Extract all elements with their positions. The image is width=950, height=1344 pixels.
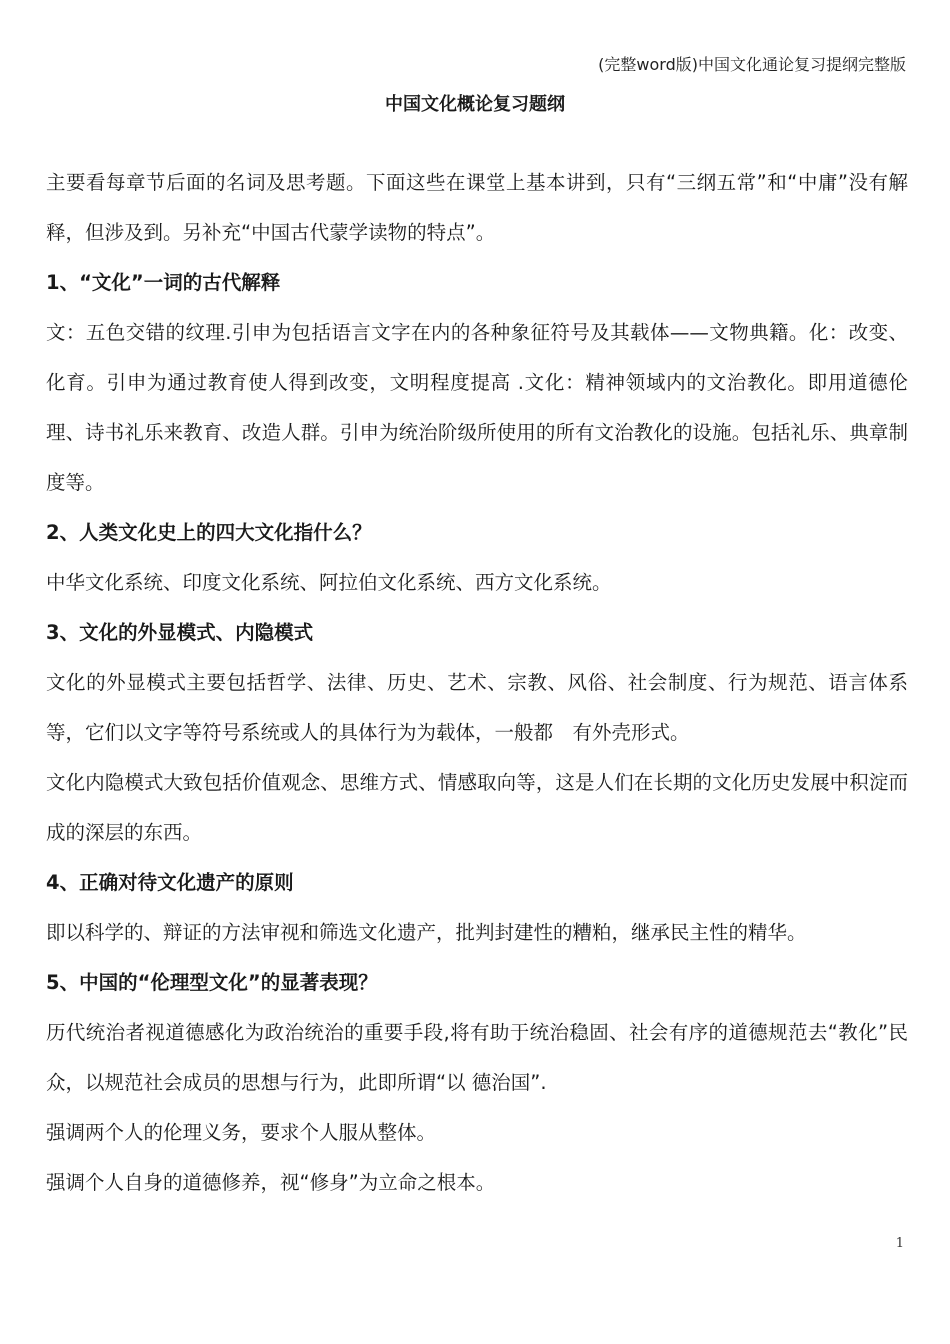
section-paragraph: 强调个人自身的道德修养，视“修身”为立命之根本。 [46,1171,496,1194]
section-paragraph: 即以科学的、辩证的方法审视和筛选文化遗产，批判封建性的糟粕，继承民主性的精华。 [46,921,807,944]
section-4 [46,858,908,958]
document-body [46,158,908,1208]
section-paragraph: 文：五色交错的纹理.引申为包括语言文字在内的各种象征符号及其载体——文物典籍。化：改变、化育。引申为通过教育使人得到改变，文明程度提高 .文化：精神领域内的文治教化。即用道德伦理、诗书礼乐来教育、改造人群。引申为统治阶级所使用的所有文治教化的设施。包括礼乐、典章制度等。 [46,321,908,494]
section-heading: 4、正确对待文化遗产的原则 [46,871,294,894]
section-paragraph: 文化的外显模式主要包括哲学、法律、历史、艺术、宗教、风俗、社会制度、行为规范、语言体系等，它们以文字等符号系统或人的具体行为为载体，一般都 有外壳形式。 [46,671,908,744]
running-header: (完整word版)中国文化通论复习提纲完整版 [598,55,906,74]
section-1 [46,258,908,508]
section-3 [46,608,908,858]
section-paragraph: 强调两个人的伦理义务，要求个人服从整体。 [46,1121,437,1144]
section-paragraph: 历代统治者视道德感化为政治统治的重要手段,将有助于统治稳固、社会有序的道德规范去“教化”民众，以规范社会成员的思想与行为，此即所谓“以 德治国”. [46,1021,908,1094]
section-2 [46,508,908,608]
section-5 [46,958,908,1208]
section-paragraph: 中华文化系统、印度文化系统、阿拉伯文化系统、西方文化系统。 [46,571,612,594]
section-heading: 3、文化的外显模式、内隐模式 [46,621,314,644]
intro-paragraph: 主要看每章节后面的名词及思考题。下面这些在课堂上基本讲到，只有“三纲五常”和“中庸”没有解释，但涉及到。另补充“中国古代蒙学读物的特点”。 [46,171,908,244]
page-number: 1 [895,1236,904,1251]
document-title: 中国文化概论复习题纲 [385,94,565,115]
section-paragraph: 文化内隐模式大致包括价值观念、思维方式、情感取向等，这是人们在长期的文化历史发展中积淀而成的深层的东西。 [46,771,908,844]
section-heading: 5、中国的“伦理型文化”的显著表现？ [46,971,378,994]
section-heading: 1、“文化”一词的古代解释 [46,271,281,294]
section-heading: 2、人类文化史上的四大文化指什么？ [46,521,372,544]
